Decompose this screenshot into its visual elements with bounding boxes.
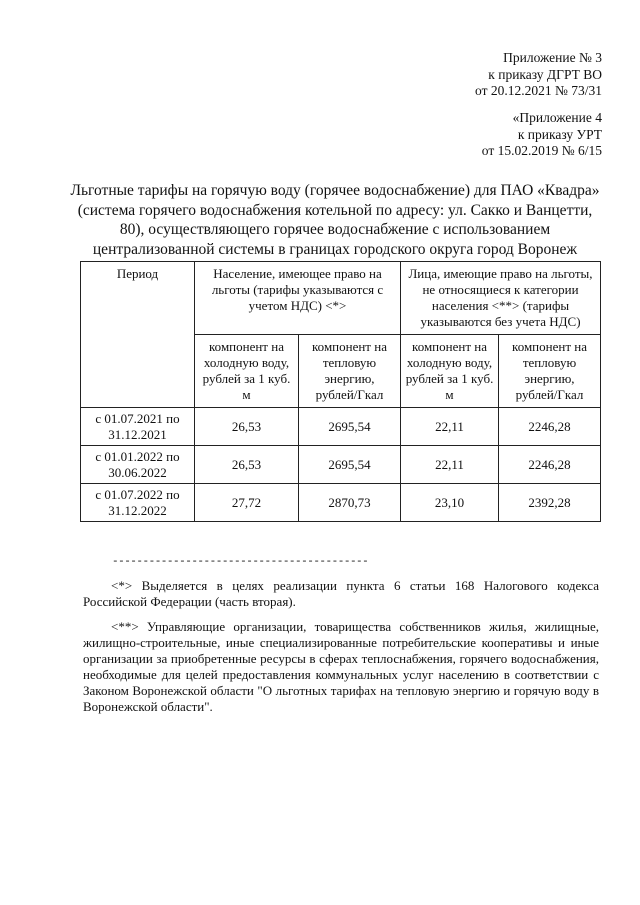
footnote-1	[83, 578, 599, 610]
non-population-heat-header: компонент на тепловую энергию, рублей/Гкал	[499, 335, 601, 408]
population-heat-cell: 2695,54	[299, 446, 401, 484]
non-population-group-header: Лица, имеющие право на льготы, не относящиеся к категории населения <**> (тарифы указываются без учета НДС)	[401, 262, 601, 335]
appendix-number: «Приложение 4	[512, 110, 602, 125]
population-cold-water-cell: 27,72	[195, 484, 299, 522]
non-population-cold-water-cell: 22,11	[401, 408, 499, 446]
appendix-date: от 15.02.2019 № 6/15	[481, 143, 602, 158]
population-cold-water-cell: 26,53	[195, 408, 299, 446]
appendix-number: Приложение № 3	[503, 50, 602, 65]
non-population-cold-water-header: компонент на холодную воду, рублей за 1 куб. м	[401, 335, 499, 408]
footnote-text: <*> Выделяется в целях реализации пункта 6 статьи 168 Налогового кодекса Российской Федерации (часть вторая).	[83, 578, 599, 609]
non-population-heat-cell: 2246,28	[499, 408, 601, 446]
table-row	[81, 484, 601, 522]
footnote-separator: ------------------------------------------	[112, 556, 369, 568]
appendix-date: от 20.12.2021 № 73/31	[475, 83, 602, 98]
population-cold-water-cell: 26,53	[195, 446, 299, 484]
title-line: (система горячего водоснабжения котельной по адресу: ул. Сакко и Ванцетти,	[77, 201, 593, 219]
non-population-heat-cell: 2392,28	[499, 484, 601, 522]
appendix-reference-current	[475, 50, 602, 100]
title-line: централизованной системы в границах городского округа город Воронеж	[92, 240, 578, 258]
population-group-header: Население, имеющее право на льготы (тарифы указываются с учетом НДС) <*>	[195, 262, 401, 335]
tariff-table	[80, 261, 601, 522]
period-cell: с 01.07.2022 по 31.12.2022	[81, 484, 195, 522]
non-population-cold-water-cell: 23,10	[401, 484, 499, 522]
population-cold-water-header: компонент на холодную воду, рублей за 1 куб. м	[195, 335, 299, 408]
table-row	[81, 408, 601, 446]
document-title	[70, 181, 600, 259]
table-row	[81, 446, 601, 484]
footnote-text: <**> Управляющие организации, товарищества собственников жилья, жилищные, жилищно-строительные, иные специализированные потребительские кооперативы и иные организации за приобретенные ресурсы в сферах теплоснабжения, горячего водоснабжения, необходимые для целей предоставления коммунальных услуг населению в соответствии с Законом Воронежской области "О льготных тарифах на тепловую энергию и горячую воду в Воронежской области".	[83, 619, 599, 714]
footnote-2	[83, 619, 599, 715]
table-header-row	[81, 262, 601, 335]
population-heat-cell: 2695,54	[299, 408, 401, 446]
appendix-order: к приказу УРТ	[517, 126, 602, 142]
period-cell: с 01.01.2022 по 30.06.2022	[81, 446, 195, 484]
population-heat-header: компонент на тепловую энергию, рублей/Гкал	[299, 335, 401, 408]
appendix-order: к приказу ДГРТ ВО	[488, 66, 602, 82]
period-header: Период	[81, 262, 195, 408]
period-cell: с 01.07.2021 по 31.12.2021	[81, 408, 195, 446]
title-line: Льготные тарифы на горячую воду (горячее водоснабжение) для ПАО «Квадра»	[70, 182, 600, 199]
non-population-heat-cell: 2246,28	[499, 446, 601, 484]
title-line: 80), осуществляющего горячее водоснабжение с использованием	[119, 221, 551, 238]
appendix-reference-original	[482, 110, 602, 160]
non-population-cold-water-cell: 22,11	[401, 446, 499, 484]
population-heat-cell: 2870,73	[299, 484, 401, 522]
